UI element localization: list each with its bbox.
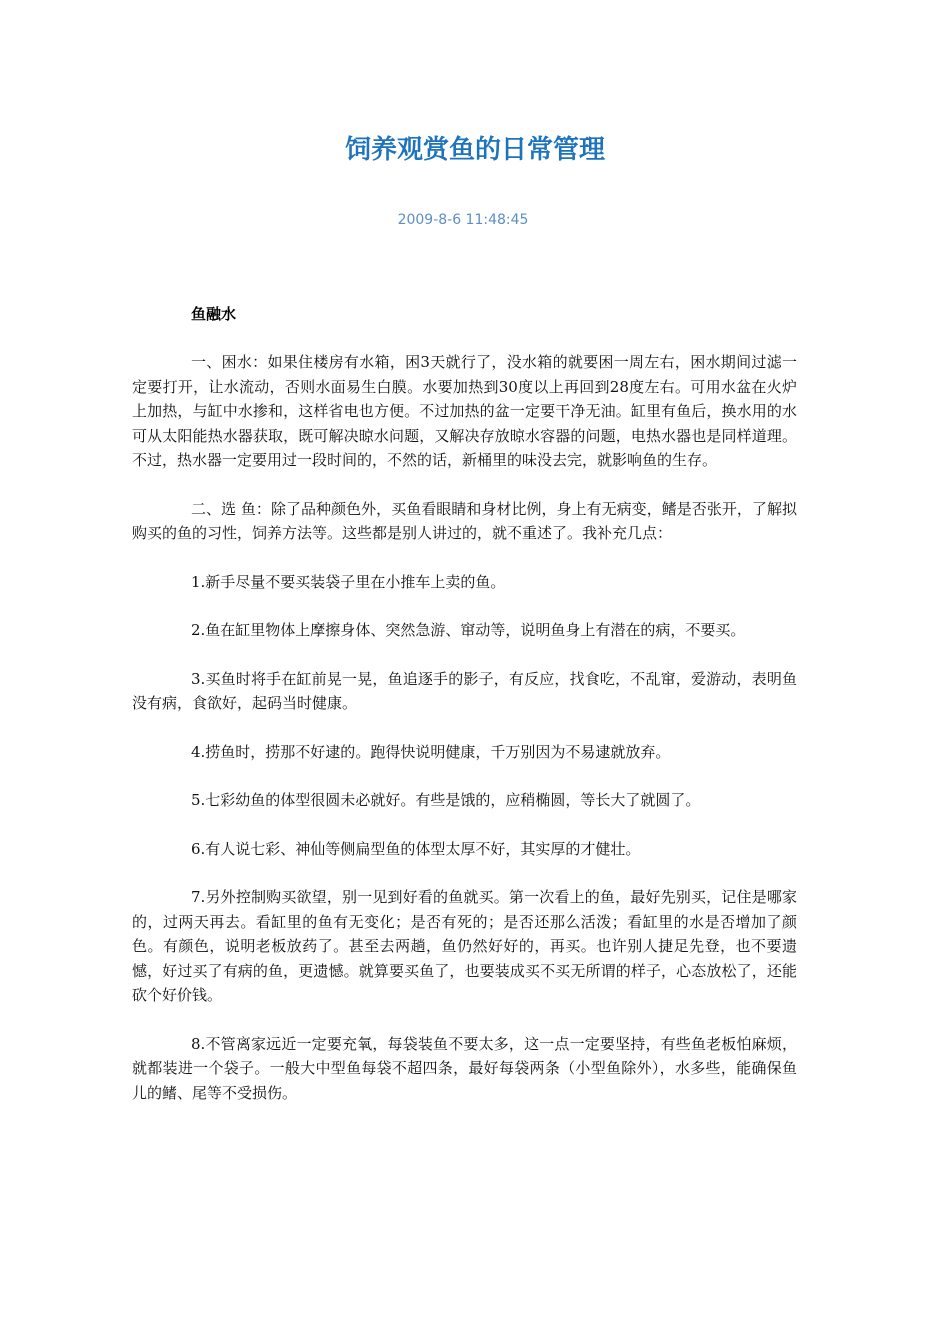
- tip-item-7: 7.另外控制购买欲望，别一见到好看的鱼就买。第一次看上的鱼，最好先别买，记住是哪家的，过两天再去。看缸里的鱼有无变化；是否有死的；是否还那么活泼；看缸里的水是否增加了颜色。有颜色，说明老板放药了。甚至去两趟，鱼仍然好好的，再买。也许别人捷足先登，也不要遗憾，好过买了有病的鱼，更遗憾。就算要买鱼了，也要装成买不买无所谓的样子，心态放松了，还能砍个好价钱。: [132, 888, 797, 1004]
- tip-item-2: 2.鱼在缸里物体上摩擦身体、突然急游、窜动等，说明鱼身上有潜在的病，不要买。: [191, 621, 746, 639]
- tip-item-5: 5.七彩幼鱼的体型很圆未必就好。有些是饿的，应稍椭圆，等长大了就圆了。: [191, 791, 701, 809]
- article-title: 饲养观赏鱼的日常管理: [344, 135, 605, 165]
- paragraph-fish-selection: 二、选 鱼：除了品种颜色外，买鱼看眼睛和身材比例，身上有无病变，鳍是否张开，了解拟购买的鱼的习性，饲养方法等。这些都是别人讲过的，就不重述了。我补充几点：: [132, 499, 797, 542]
- section-heading: 鱼融水: [191, 305, 237, 323]
- article-timestamp: 2009-8-6 11:48:45: [397, 212, 529, 228]
- tip-item-3: 3.买鱼时将手在缸前晃一晃，鱼追逐手的影子，有反应，找食吃，不乱窜，爱游动，表明鱼没有病，食欲好，起码当时健康。: [132, 669, 797, 712]
- paragraph-water-conditioning: 一、困水：如果住楼房有水箱，困3天就行了，没水箱的就要困一周左右，困水期间过滤一定要打开，让水流动，否则水面易生白膜。水要加热到30度以上再回到28度左右。可用水盆在火炉上加热，与缸中水掺和，这样省电也方便。不过加热的盆一定要干净无油。缸里有鱼后，换水用的水可从太阳能热水器获取，既可解决晾水问题，又解决存放晾水容器的问题，电热水器也是同样道理。不过，热水器一定要用过一段时间的，不然的话，新桶里的味没去完，就影响鱼的生存。: [132, 353, 797, 469]
- tip-item-8: 8.不管离家远近一定要充氧，每袋装鱼不要太多，这一点一定要坚持，有些鱼老板怕麻烦，就都装进一个袋子。一般大中型鱼每袋不超四条，最好每袋两条（小型鱼除外），水多些，能确保鱼儿的鳍、尾等不受损伤。: [132, 1034, 797, 1102]
- article-body: [132, 302, 797, 1105]
- tip-item-6: 6.有人说七彩、神仙等侧扁型鱼的体型太厚不好，其实厚的才健壮。: [191, 839, 641, 858]
- tip-item-1: 1.新手尽量不要买装袋子里在小推车上卖的鱼。: [191, 572, 506, 591]
- tip-item-4: 4.捞鱼时，捞那不好逮的。跑得快说明健康，千万别因为不易逮就放弃。: [191, 742, 671, 761]
